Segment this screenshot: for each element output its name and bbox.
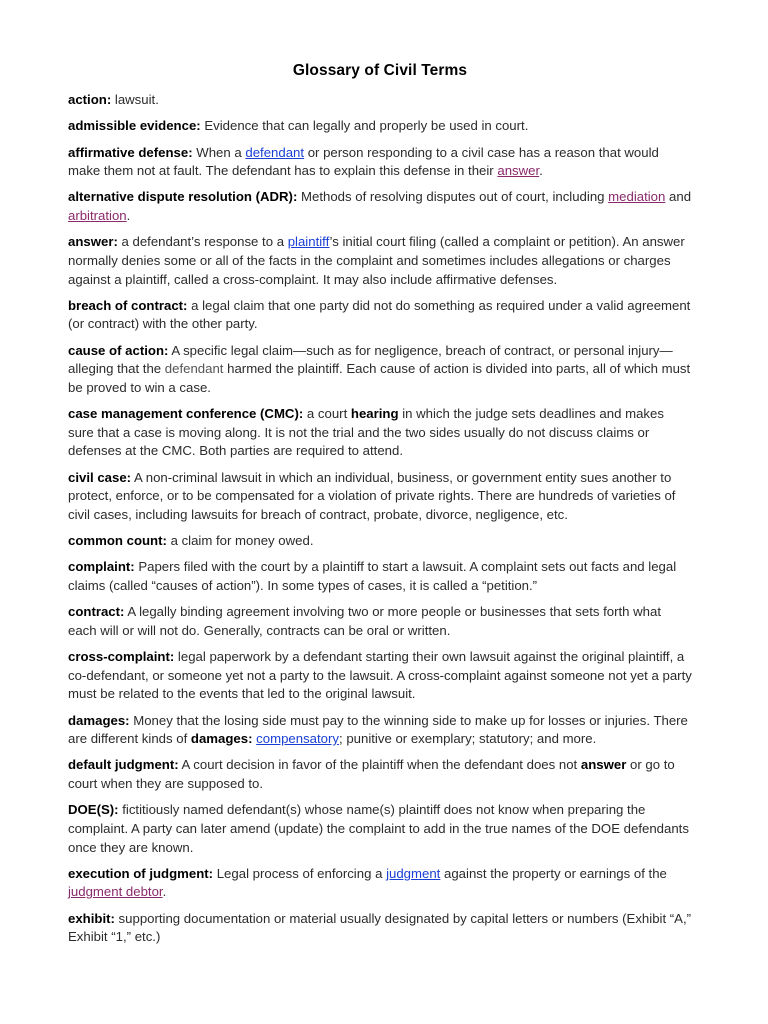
emphasized-term: hearing	[350, 406, 399, 422]
glossary-link-visited[interactable]: mediation	[608, 189, 666, 205]
definition-text: .	[539, 163, 543, 179]
glossary-entry	[68, 532, 692, 551]
definition-text: a legal claim that one party did not do something as required under a valid agreement (or contract) with the other party.	[68, 297, 691, 332]
glossary-entry	[68, 910, 692, 947]
glossary-link[interactable]: judgment	[386, 865, 441, 881]
definition-text: Money that the losing side must pay to the winning side to make up for losses or injuries. There are different kinds of	[68, 712, 688, 747]
glossary-term: default judgment:	[68, 757, 179, 773]
definition-text: a defendant’s response to a	[117, 234, 288, 250]
glossary-term: common count:	[68, 533, 167, 549]
glossary-term: complaint:	[68, 559, 135, 575]
glossary-entry	[68, 756, 692, 793]
glossary-link[interactable]: plaintiff	[287, 234, 330, 250]
definition-text: in which the judge sets deadlines and makes sure that a case is moving along. It is not the trial and the two sides usually do not discuss claims or defenses at the CMC. Both parties are required to attend.	[68, 406, 664, 459]
glossary-term: exhibit:	[68, 910, 115, 926]
definition-text: or person responding to a civil case has a reason that would make them not at fault. The defendant has to explain this defense in their	[68, 144, 659, 179]
definition-text: Evidence that can legally and properly be used in court.	[200, 118, 529, 134]
glossary-term: action:	[68, 92, 112, 107]
definition-text: Legal process of enforcing a	[213, 865, 387, 881]
definition-text: lawsuit.	[111, 92, 159, 107]
glossary-term: contract:	[68, 604, 125, 620]
reference-term: defendant	[164, 361, 224, 377]
glossary-term: answer:	[68, 234, 118, 250]
glossary-link[interactable]: compensatory	[256, 731, 339, 747]
definition-text: a claim for money owed.	[166, 533, 314, 549]
definition-text: legal paperwork by a defendant starting their own lawsuit against the original plaintiff, a co-defendant, or someone yet not a party to the lawsuit. A cross-complaint against someone not yet a party must be related to the events that led to the original lawsuit.	[68, 649, 692, 702]
definition-text: supporting documentation or material usually designated by capital letters or numbers (Exhibit “A,” Exhibit “1,” etc.)	[68, 910, 692, 945]
definition-text: against the property or earnings of the	[440, 865, 667, 881]
definition-text: A specific legal claim—such as for negligence, breach of contract, or personal injury— alleging that the	[68, 342, 673, 377]
glossary-entry	[68, 712, 692, 749]
definition-text: When a	[192, 144, 246, 160]
glossary-term: civil case:	[68, 469, 132, 485]
glossary-term: case management conference (CMC):	[68, 406, 304, 422]
definition-text: .	[126, 208, 131, 224]
glossary-term: cause of action:	[68, 342, 169, 358]
page-title: Glossary of Civil Terms	[292, 62, 468, 79]
definition-text: A legally binding agreement involving two or more people or businesses that sets forth what each will or will not do. Generally, contracts can be oral or written.	[68, 604, 662, 638]
emphasized-term: damages:	[190, 731, 253, 747]
glossary-term: alternative dispute resolution (ADR):	[68, 189, 298, 205]
glossary-entry	[68, 558, 692, 595]
definition-text: Methods of resolving disputes out of court, including	[297, 189, 609, 205]
glossary-entry	[68, 297, 692, 334]
glossary-entry	[68, 405, 692, 461]
glossary-entry	[68, 648, 692, 704]
glossary-entry	[68, 469, 692, 525]
definition-text: ’s initial court filing (called a complaint or petition). An answer normally denies some or all of the facts in the complaint and sometimes includes allegations or charges against a plaintiff, called a cross-complaint. It may also include affirmative defenses.	[68, 234, 685, 287]
glossary-entry	[68, 865, 692, 902]
glossary-link[interactable]: defendant	[245, 144, 305, 160]
glossary-term: admissible evidence:	[68, 118, 201, 134]
glossary-list	[68, 91, 692, 947]
glossary-link-visited[interactable]: arbitration	[68, 208, 127, 224]
emphasized-term: answer	[580, 757, 627, 773]
glossary-term: affirmative defense:	[68, 144, 193, 160]
definition-text: harmed the plaintiff. Each cause of action is divided into parts, all of which must be proved to win a case.	[68, 361, 691, 395]
definition-text: and	[665, 189, 692, 205]
glossary-entry	[68, 342, 692, 398]
definition-text: A non-criminal lawsuit in which an individual, business, or government entity sues another to protect, enforce, or to be compensated for a violation of private rights. There are hundreds of varieties of civil cases, including lawsuits for breach of contract, probate, divorce, negligence, etc.	[68, 469, 676, 522]
glossary-entry	[68, 801, 692, 857]
glossary-term: cross-complaint:	[68, 649, 175, 665]
glossary-entry	[68, 117, 692, 136]
definition-text: a court	[303, 406, 351, 422]
glossary-entry	[68, 603, 692, 640]
glossary-link-visited[interactable]: judgment debtor	[68, 884, 163, 900]
glossary-term: execution of judgment:	[68, 865, 214, 881]
glossary-entry	[68, 91, 692, 110]
glossary-term: damages:	[68, 712, 130, 728]
glossary-entry	[68, 233, 692, 289]
glossary-entry	[68, 188, 692, 225]
glossary-entry	[68, 144, 692, 181]
definition-text: A court decision in favor of the plaintiff when the defendant does not	[178, 757, 581, 773]
definition-text: Papers filed with the court by a plaintiff to start a lawsuit. A complaint sets out facts and legal claims (called “causes of action”). In some types of cases, it is called a “petition.”	[68, 559, 677, 593]
glossary-term: breach of contract:	[68, 297, 188, 313]
definition-text: ; punitive or exemplary; statutory; and more.	[339, 731, 597, 747]
definition-text: fictitiously named defendant(s) whose name(s) plaintiff does not know when preparing the complaint. A party can later amend (update) the complaint to add in the true names of the DOE defendants once they are known.	[68, 802, 689, 855]
definition-text: .	[162, 884, 167, 900]
glossary-term: DOE(S):	[68, 802, 119, 818]
glossary-link-visited[interactable]: answer	[497, 163, 540, 179]
definition-text: or go to court when they are supposed to.	[68, 757, 675, 792]
